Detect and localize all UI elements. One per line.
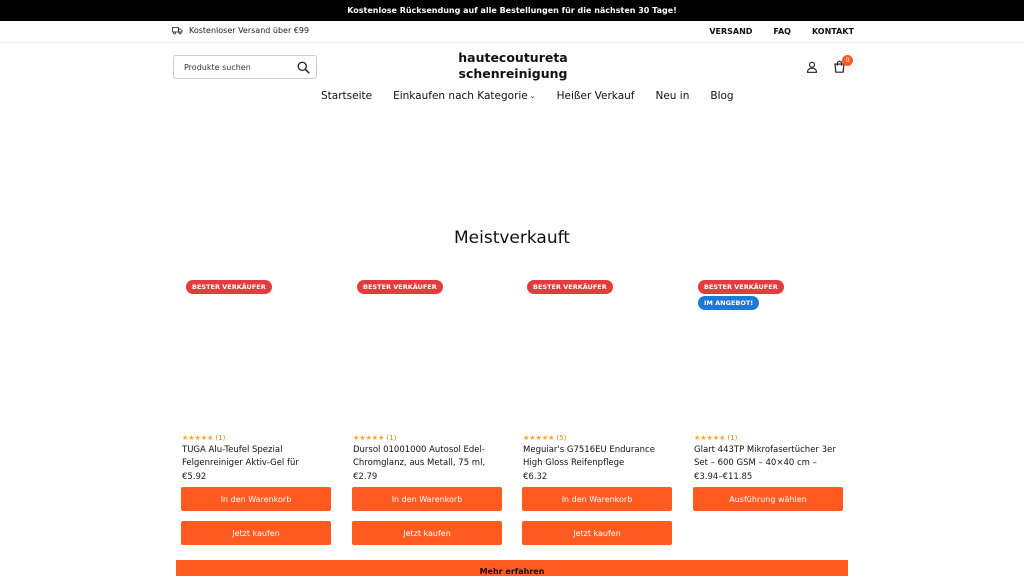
section-title: Meistverkauft (454, 228, 570, 248)
star-icons: ★★★★★ (694, 434, 726, 442)
star-icons: ★★★★★ (182, 434, 214, 442)
main-nav (321, 90, 734, 102)
nav-item-blog[interactable]: Blog (710, 90, 734, 102)
search-placeholder: Produkte suchen (184, 62, 251, 72)
product-title[interactable]: Glart 443TP Mikrofasertücher 3er Set – 600 GSM – 40×40 cm – (694, 445, 836, 468)
product-title[interactable]: TUGA Alu-Teufel Spezial Felgenreiniger Aktiv-Gel für (182, 445, 299, 468)
shipping-info (172, 26, 309, 35)
truck-icon (172, 26, 183, 35)
add-to-cart-button[interactable]: In den Warenkorb (352, 487, 502, 511)
bestseller-badge: BESTER VERKÄUFER (698, 280, 784, 294)
nav-item-startseite[interactable]: Startseite (321, 90, 373, 102)
rating-count: (5) (556, 434, 567, 442)
star-icons: ★★★★★ (353, 434, 385, 442)
product-rating (353, 434, 396, 442)
product-price: €2.79 (353, 472, 378, 482)
buy-now-button[interactable]: Jetzt kaufen (522, 521, 672, 545)
product-price: €6.32 (523, 472, 548, 482)
buy-now-button[interactable]: Jetzt kaufen (181, 521, 331, 545)
top-links (709, 27, 854, 36)
select-options-button[interactable]: Ausführung wählen (693, 487, 843, 511)
site-logo[interactable]: hautecouturetaschenreinigung (458, 50, 568, 81)
add-to-cart-button[interactable]: In den Warenkorb (522, 487, 672, 511)
rating-count: (1) (727, 434, 738, 442)
product-card[interactable] (693, 278, 855, 548)
product-rating (694, 434, 737, 442)
buy-now-button[interactable]: Jetzt kaufen (352, 521, 502, 545)
product-title[interactable]: Meguiar's G7516EU Endurance High Gloss Reifenpflege (523, 445, 655, 468)
product-rating (523, 434, 566, 442)
product-card[interactable] (181, 278, 343, 548)
link-faq[interactable]: FAQ (773, 27, 791, 36)
learn-more-button[interactable]: Mehr erfahren (176, 560, 848, 576)
link-kontakt[interactable]: KONTAKT (811, 27, 854, 36)
product-title[interactable]: Dursol 01001000 Autosol Edel-Chromglanz, aus Metall, 75 ml, (353, 445, 486, 468)
product-card[interactable] (522, 278, 684, 548)
product-price: €3.94–€11.85 (694, 472, 753, 482)
product-card[interactable] (352, 278, 514, 548)
top-bar (0, 21, 1024, 43)
nav-item-kategorie[interactable] (393, 90, 536, 102)
announcement-bar (0, 0, 1024, 21)
product-price: €5.92 (182, 472, 207, 482)
bestseller-badge: BESTER VERKÄUFER (527, 280, 613, 294)
add-to-cart-button[interactable]: In den Warenkorb (181, 487, 331, 511)
bestseller-badge: BESTER VERKÄUFER (186, 280, 272, 294)
link-versand[interactable]: VERSAND (709, 27, 753, 36)
nav-item-kategorie-label: Einkaufen nach Kategorie (393, 90, 528, 102)
rating-count: (1) (215, 434, 226, 442)
search-icon[interactable] (297, 61, 310, 74)
product-rating (182, 434, 225, 442)
sale-badge: IM ANGEBOT! (698, 296, 759, 310)
nav-item-heisser-verkauf[interactable]: Heißer Verkauf (556, 90, 635, 102)
user-icon[interactable] (806, 61, 818, 73)
chevron-down-icon: ⌄ (529, 92, 536, 100)
search-input[interactable] (173, 55, 317, 79)
bestseller-badge: BESTER VERKÄUFER (357, 280, 443, 294)
nav-item-neu-in[interactable]: Neu in (655, 90, 690, 102)
announcement-text: Kostenlose Rücksendung auf alle Bestellungen für die nächsten 30 Tage! (347, 6, 677, 15)
shipping-text: Kostenloser Versand über €99 (189, 26, 310, 35)
cart-count-badge: 0 (842, 55, 853, 66)
star-icons: ★★★★★ (523, 434, 555, 442)
rating-count: (1) (386, 434, 397, 442)
